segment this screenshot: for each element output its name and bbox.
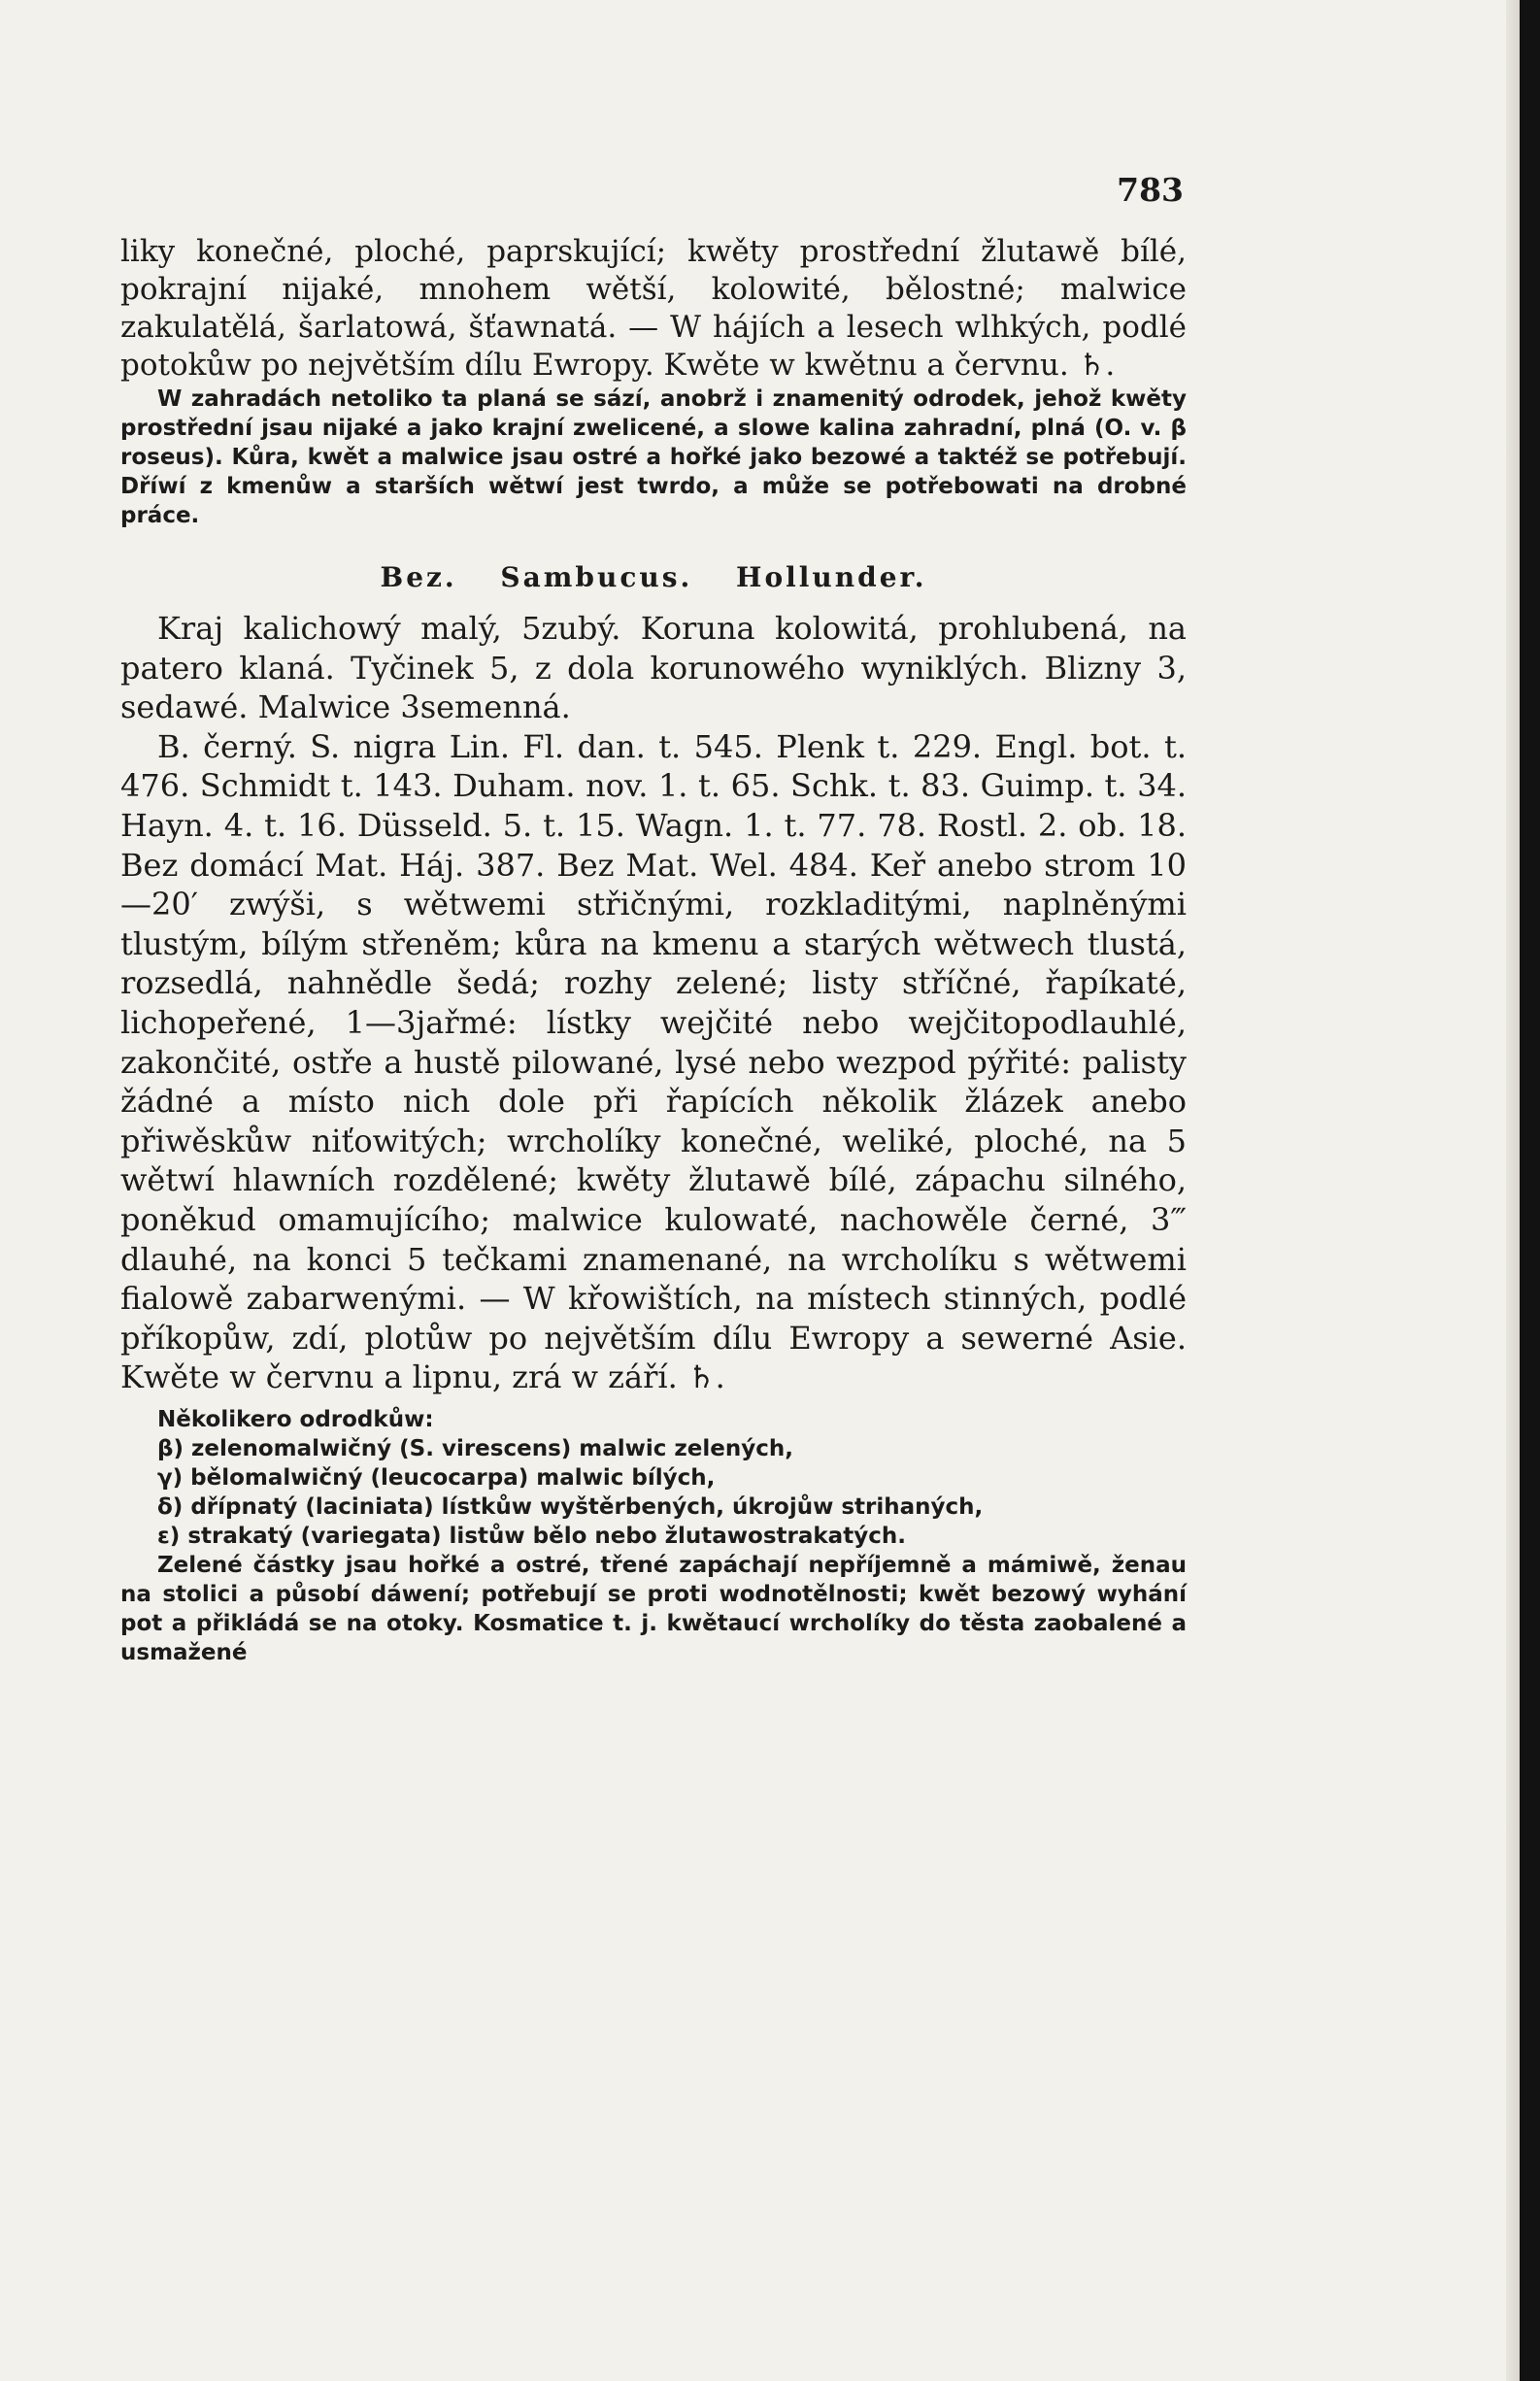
- genus-heading: [120, 561, 1187, 593]
- text-column: [120, 233, 1187, 1667]
- species-description: B. černý. S. nigra Lin. Fl. dan. t. 545. Plenk t. 229. Engl. bot. t. 476. Schmidt t. 143. Duham. nov. 1. t. 65. Schk. t. 83. Guimp. t. 34. Hayn. 4. t. 16. Düsseld. 5. t. 15. Wagn. 1. t. 77. 78. Rostl. 2. ob. 18. Bez domácí Mat. Háj. 387. Bez Mat. Wel. 484. Keř anebo strom 10—20′ zwýši, s wětwemi střičnými, rozkladitými, naplněnými tlustým, bílým střeněm; kůra na kmenu a starých wětwech tlustá, rozsedlá, nahnědle šedá; rozhy zelené; listy stříčné, řapíkaté, lichopeřené, 1—3jařmé: lístky wejčité nebo wejčitopodlauhlé, zakončité, ostře a hustě pilowané, lysé nebo wezpod pýřité: palisty žádné a místo nich dole při řapících několik žlázek anebo přiwěskůw niťowitých; wrcholíky konečné, weliké, ploché, na 5 wětwí hlawních rozdělené; kwěty žlutawě bílé, zápachu silného, poněkud omamujícího; malwice kulowaté, nachowěle černé, 3‴ dlauhé, na konci 5 tečkami znamenané, na wrcholíku s wětwemi fialowě zabarwenými. — W křowištích, na místech stinných, podlé příkopůw, zdí, plotůw po největším dílu Ewropy a sewerné Asie. Kwěte w červnu a lipnu, zrá w září. ♄.: [120, 727, 1187, 1396]
- heading-german: Hollunder.: [736, 561, 927, 593]
- variety-item: ε) strakatý (variegata) listůw bělo nebo žlutawostrakatých.: [157, 1523, 906, 1549]
- page-number: 783: [1117, 171, 1184, 209]
- garden-note: W zahradách netoliko ta planá se sází, anobrž i znamenitý odrodek, jehož kwěty prostřední jsau nijaké a jako krajní zwelicené, a slowe kalina zahradní, plná (O. v. β roseus). Kůra, kwět a malwice jsau ostré a hořké jako bezowé a taktéž se potřebují. Dříwí z kmenůw a starších wětwí jest twrdo, a může se potřebowati na drobné práce.: [120, 386, 1187, 528]
- variety-item: γ) bělomalwičný (leucocarpa) malwic bílých,: [157, 1464, 716, 1491]
- intro-paragraph: liky konečné, ploché, paprskující; kwěty prostřední žlutawě bílé, pokrajní nijaké, mnohem wětší, kolowité, bělostné; malwice zakulatělá, šarlatowá, šťawnatá. — W hájích a lesech wlhkých, podlé potokůw po největším dílu Ewropy. Kwěte w kwětnu a červnu. ♄.: [120, 234, 1187, 383]
- closing-paragraph: Zelené částky jsau hořké a ostré, třené zapáchají nepříjemně a mámiwě, ženau na stolici a působí dáwení; potřebují se proti wodnotělnosti; kwět bezowý wyhání pot a přikládá se na otoky. Kosmatice t. j. kwětaucí wrcholíky do těsta zaobalené a usmažené: [120, 1552, 1187, 1665]
- variety-item: δ) dřípnatý (laciniata) lístkůw wyštěrbených, úkrojůw strihaných,: [157, 1493, 984, 1520]
- genus-description: Kraj kalichowý malý, 5zubý. Koruna kolowitá, prohlubená, na patero klaná. Tyčinek 5, z dola korunowého wyniklých. Blizny 3, sedawé. Malwice 3semenná.: [120, 610, 1187, 726]
- varieties-intro: Několikero odrodkůw:: [157, 1406, 434, 1432]
- varieties-list: [120, 1405, 1187, 1551]
- heading-czech: Bez.: [380, 561, 457, 593]
- heading-latin: Sambucus.: [500, 561, 693, 593]
- variety-item: β) zelenomalwičný (S. virescens) malwic zelených,: [157, 1435, 794, 1461]
